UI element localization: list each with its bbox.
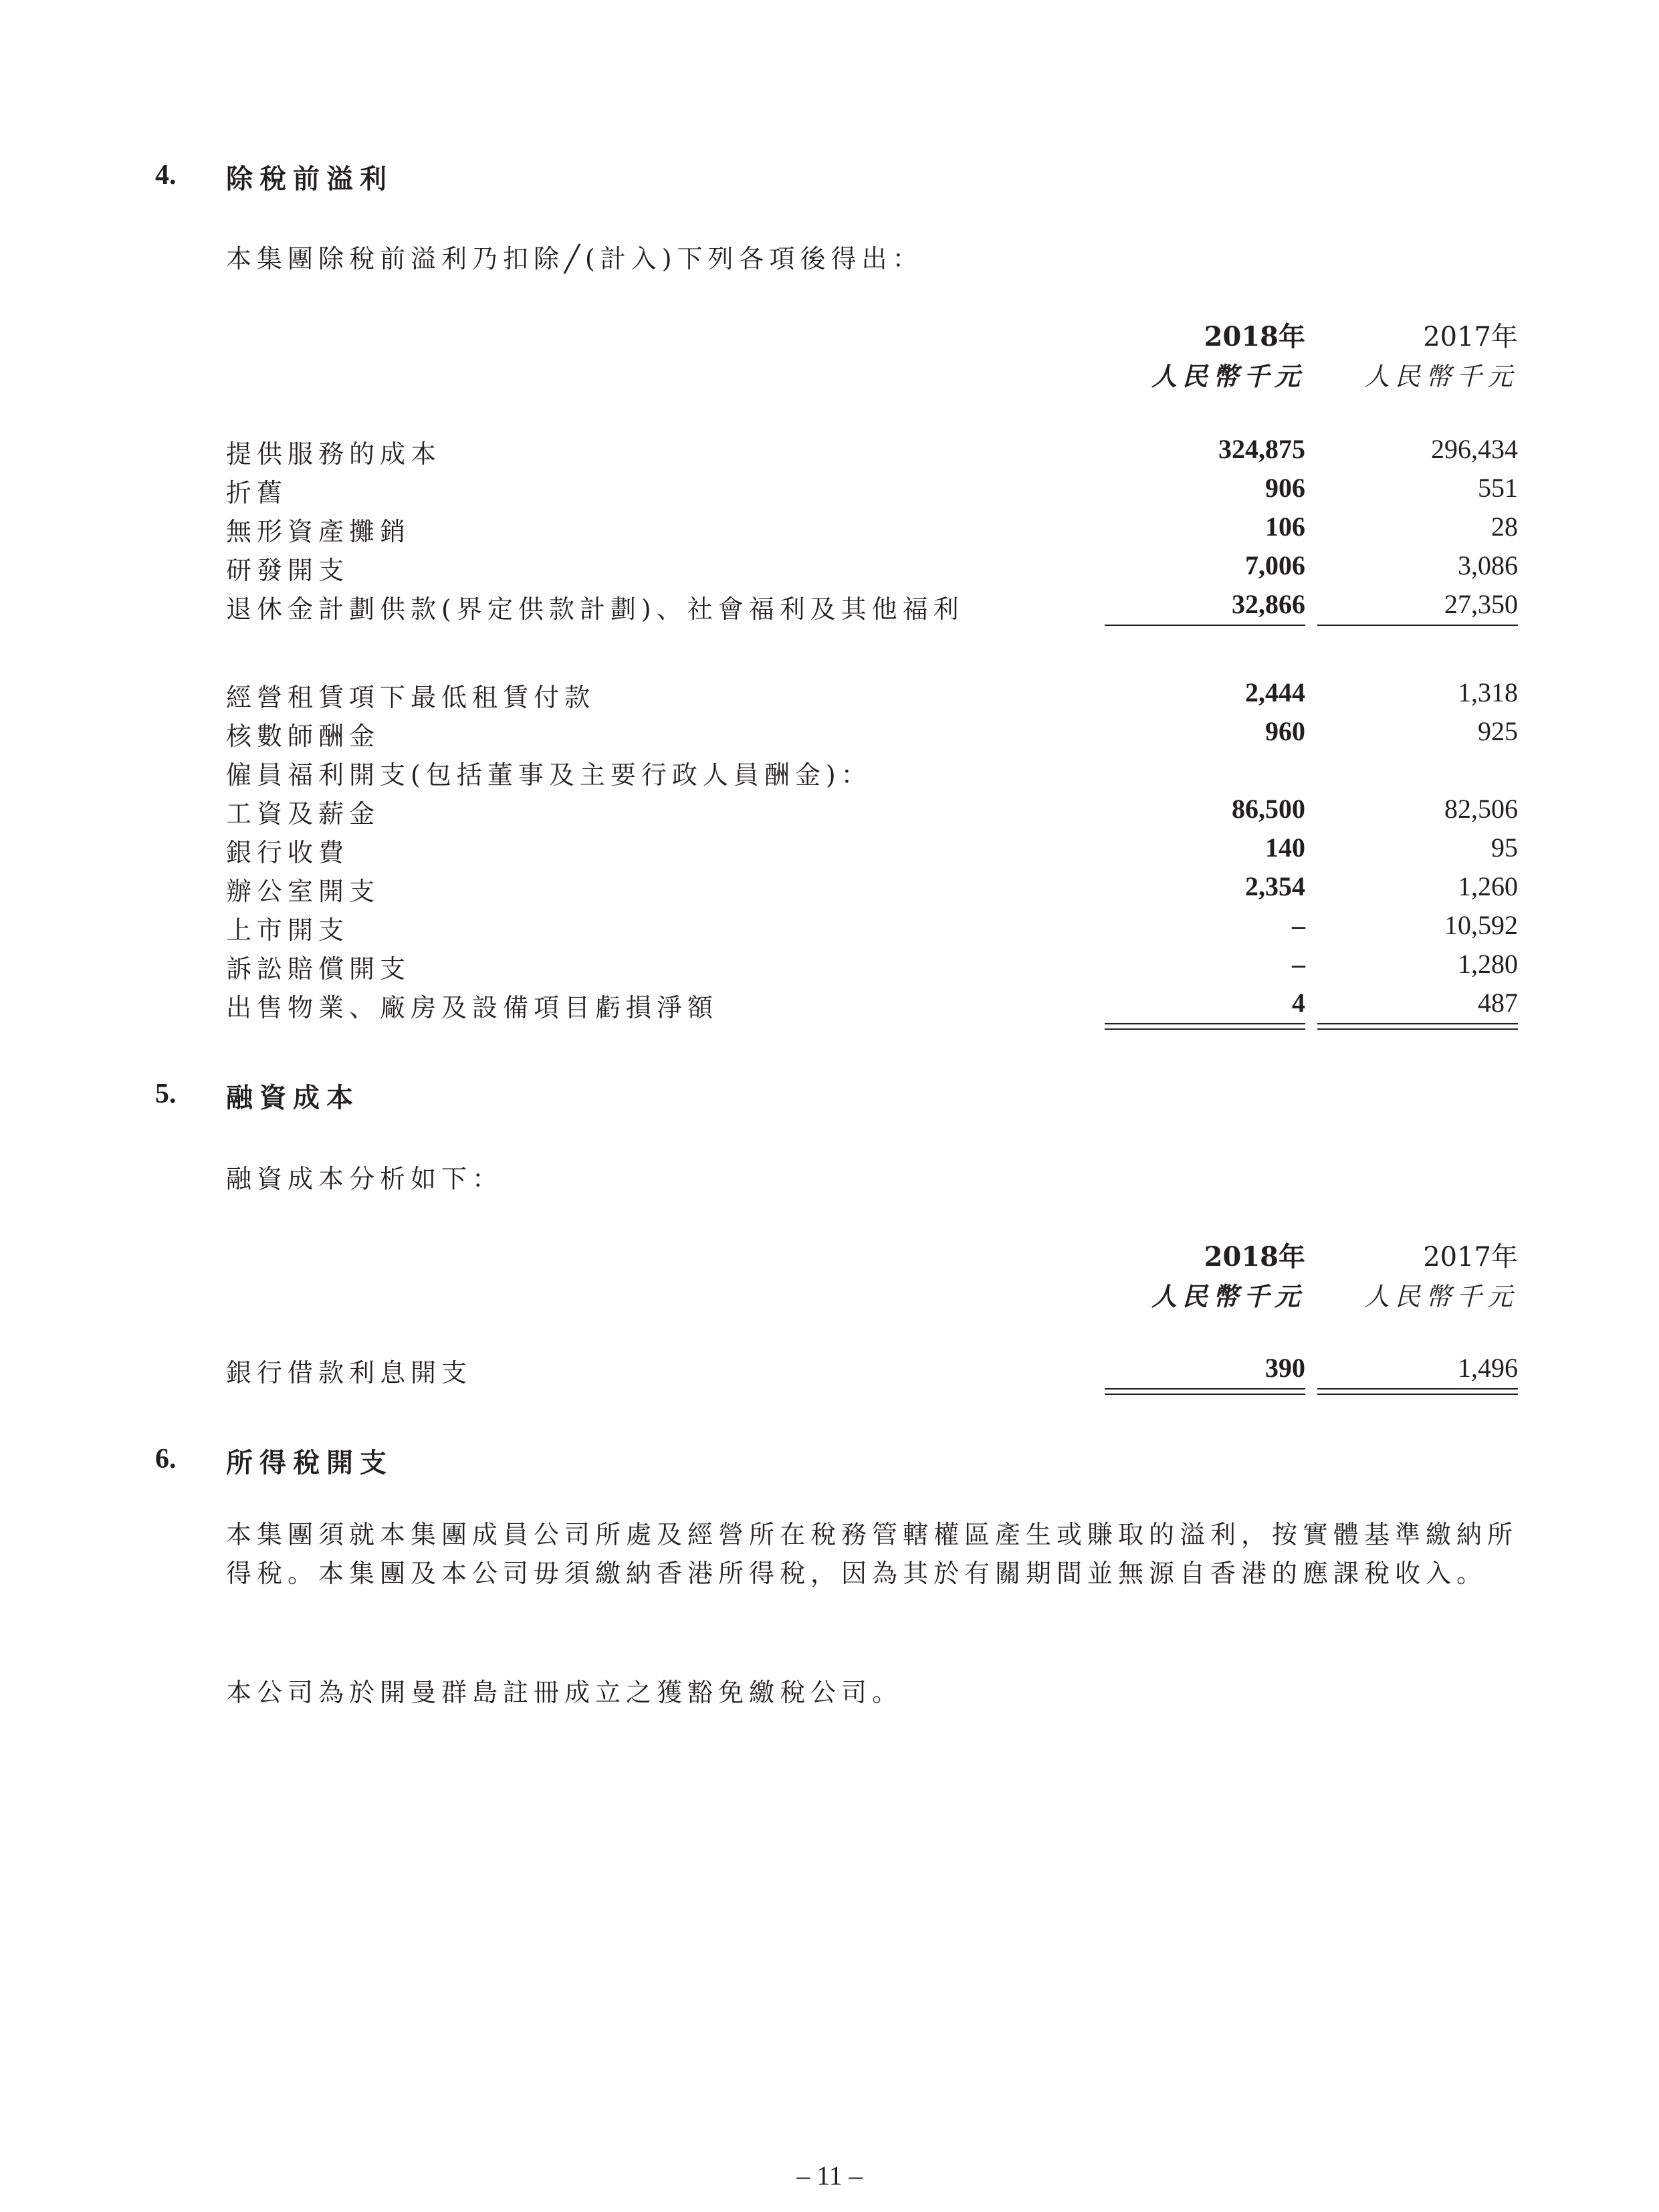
- s4-row-value-2017: 1,318: [1458, 677, 1518, 707]
- s5-total-rule-2017-top: [1317, 1388, 1518, 1390]
- s4-row-label: 僱員福利開支(包括董事及主要行政人員酬金)：: [226, 760, 872, 790]
- s4-row-label: 提供服務的成本: [226, 439, 442, 469]
- s4-row-value-2017: 95: [1491, 833, 1518, 863]
- section-4-number: 4.: [155, 160, 177, 191]
- s5-total-rule-2018-top: [1105, 1388, 1305, 1390]
- s4-row-value-2018: 324,875: [1218, 434, 1305, 464]
- s4-row-label: 辦公室開支: [226, 877, 380, 906]
- section-6-number: 6.: [155, 1444, 177, 1474]
- s4-row-value-2017: 28: [1491, 512, 1518, 542]
- s4-row-value-2018: 7,006: [1245, 550, 1305, 580]
- section-6-paragraph-2: 本公司為於開曼群島註冊成立之獲豁免繳稅公司。: [226, 1678, 903, 1707]
- s5-currency-2017: 人民幣千元: [1363, 1282, 1518, 1311]
- section-6-paragraph-1: 本集團須就本集團成員公司所處及經營所在稅務管轄權區產生或賺取的溢利，按實體基準繳納所得稅。本集團及本公司毋須繳納香港所得稅，因為其於有關期間並無源自香港的應課稅收入。: [226, 1520, 1519, 1588]
- s4-subtotal-rule-2017: [1317, 625, 1518, 626]
- s5-row-value-2018: 390: [1265, 1353, 1305, 1383]
- s4-row-value-2017: 1,280: [1458, 949, 1518, 979]
- s4-row-value-2018: 906: [1265, 473, 1305, 503]
- s4-row-label: 無形資產攤銷: [226, 517, 411, 546]
- section-6-title: 所得稅開支: [226, 1448, 393, 1478]
- s4-row-value-2018: –: [1292, 949, 1305, 979]
- s4-header-2018: 2018年: [1204, 321, 1305, 352]
- s4-row-value-2017: 296,434: [1431, 434, 1518, 464]
- s5-total-rule-2018-bottom: [1105, 1394, 1305, 1395]
- s4-row-value-2017: 551: [1478, 473, 1518, 503]
- section-5-number: 5.: [155, 1079, 177, 1109]
- s4-row-label: 出售物業、廠房及設備項目虧損淨額: [226, 993, 719, 1022]
- s5-row-label: 銀行借款利息開支: [226, 1358, 473, 1388]
- s4-row-label: 退休金計劃供款(界定供款計劃)、社會福利及其他福利: [226, 594, 964, 624]
- s4-row-label: 訴訟賠償開支: [226, 954, 411, 984]
- s4-currency-2017: 人民幣千元: [1363, 362, 1518, 391]
- s4-row-value-2018: 960: [1265, 716, 1305, 746]
- section-4-title: 除稅前溢利: [226, 164, 393, 195]
- s4-row-value-2017: 3,086: [1458, 550, 1518, 580]
- s4-total-rule-2017-top: [1317, 1023, 1518, 1024]
- s4-row-label: 研發開支: [226, 556, 350, 585]
- s4-row-value-2018: –: [1292, 910, 1305, 940]
- s5-header-2018: 2018年: [1204, 1241, 1305, 1273]
- s4-row-value-2017: 925: [1478, 716, 1518, 746]
- s4-currency-2018: 人民幣千元: [1151, 361, 1305, 391]
- s4-total-rule-2018-bottom: [1105, 1028, 1305, 1030]
- s4-row-value-2017: 27,350: [1444, 589, 1518, 619]
- s4-row-value-2018: 2,354: [1245, 871, 1305, 901]
- section-4-intro: 本集團除稅前溢利乃扣除╱(計入)下列各項後得出：: [226, 244, 923, 273]
- s4-subtotal-rule-2018: [1105, 625, 1305, 626]
- s4-row-label: 核數師酬金: [226, 722, 380, 751]
- s4-total-rule-2017-bottom: [1317, 1028, 1518, 1030]
- section-5-title: 融資成本: [226, 1083, 360, 1113]
- s4-row-value-2017: 10,592: [1444, 910, 1518, 940]
- s4-row-label: 折舊: [226, 478, 288, 508]
- s5-header-2017: 2017年: [1423, 1242, 1518, 1273]
- s5-total-rule-2017-bottom: [1317, 1394, 1518, 1395]
- page-number: – 11 –: [796, 2161, 863, 2191]
- s4-row-label: 經營租賃項下最低租賃付款: [226, 683, 596, 712]
- s4-row-value-2017: 1,260: [1458, 871, 1518, 901]
- s4-header-2017: 2017年: [1423, 322, 1518, 352]
- s4-total-rule-2018-top: [1105, 1023, 1305, 1024]
- s4-row-value-2018: 32,866: [1232, 589, 1305, 619]
- s4-row-value-2018: 140: [1265, 833, 1305, 863]
- s4-row-value-2017: 487: [1478, 988, 1518, 1018]
- s4-row-value-2018: 2,444: [1245, 677, 1305, 707]
- s4-row-value-2018: 4: [1292, 988, 1305, 1018]
- s4-row-label: 銀行收費: [226, 838, 350, 867]
- section-5-intro: 融資成本分析如下：: [226, 1164, 504, 1194]
- s4-row-label: 工資及薪金: [226, 799, 380, 828]
- s5-row-value-2017: 1,496: [1458, 1353, 1518, 1383]
- s5-currency-2018: 人民幣千元: [1151, 1281, 1305, 1311]
- s4-row-value-2017: 82,506: [1444, 794, 1518, 824]
- s4-row-value-2018: 106: [1265, 512, 1305, 542]
- s4-row-label: 上市開支: [226, 915, 350, 945]
- s4-row-value-2018: 86,500: [1232, 794, 1305, 824]
